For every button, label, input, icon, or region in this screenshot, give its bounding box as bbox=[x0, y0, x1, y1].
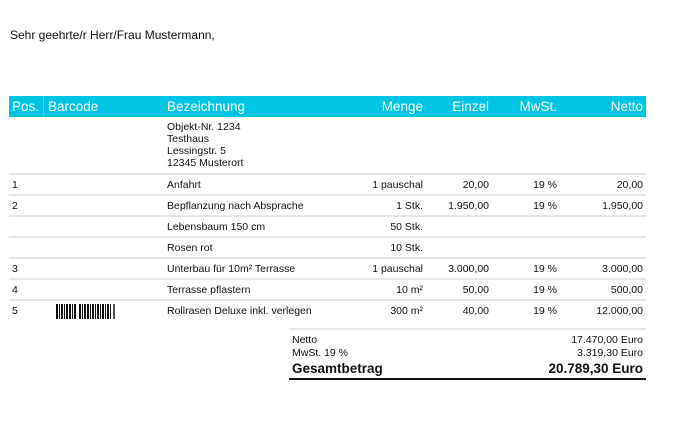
cell-quantity: 10 m² bbox=[396, 284, 423, 296]
table-row bbox=[9, 301, 646, 320]
barcode-icon bbox=[56, 304, 116, 319]
cell-vat: 19 % bbox=[533, 263, 557, 275]
cell-unit-price: 40,00 bbox=[462, 305, 489, 317]
cell-pos: 1 bbox=[12, 179, 18, 191]
grand-total-label: Gesamtbetrag bbox=[292, 361, 383, 376]
col-vat: MwSt. bbox=[519, 99, 557, 114]
cell-net: 12.000,00 bbox=[596, 305, 643, 317]
cell-description: Bepflanzung nach Absprache bbox=[167, 200, 304, 212]
col-description: Bezeichnung bbox=[167, 99, 246, 114]
cell-description: Terrasse pflastern bbox=[167, 284, 251, 296]
totals-block bbox=[289, 328, 646, 380]
cell-net: 1.950,00 bbox=[602, 200, 643, 212]
address-line: Lessingstr. 5 bbox=[167, 145, 226, 157]
col-net: Netto bbox=[610, 99, 643, 114]
cell-vat: 19 % bbox=[533, 200, 557, 212]
cell-quantity: 300 m² bbox=[390, 305, 423, 317]
cell-quantity: 50 Stk. bbox=[390, 221, 423, 233]
cell-unit-price: 50,00 bbox=[462, 284, 489, 296]
address-line: Testhaus bbox=[167, 133, 210, 145]
cell-quantity: 1 pauschal bbox=[372, 263, 423, 275]
table-row bbox=[9, 259, 646, 280]
cell-net: 500,00 bbox=[610, 284, 643, 296]
grand-total-value: 20.789,30 Euro bbox=[548, 361, 643, 376]
net-total-label: Netto bbox=[292, 334, 318, 346]
grand-total-underline bbox=[289, 378, 646, 380]
invoice-table bbox=[9, 96, 646, 320]
cell-unit-price: 3.000,00 bbox=[448, 263, 489, 275]
address-line: 12345 Musterort bbox=[167, 157, 244, 169]
net-total-row bbox=[289, 334, 646, 347]
cell-unit-price: 20,00 bbox=[462, 179, 489, 191]
header-divider bbox=[43, 96, 44, 117]
cell-pos: 5 bbox=[12, 305, 18, 317]
cell-quantity: 1 Stk. bbox=[396, 200, 423, 212]
cell-unit-price: 1.950,00 bbox=[448, 200, 489, 212]
vat-total-label: MwSt. 19 % bbox=[292, 347, 349, 359]
col-pos: Pos. bbox=[12, 99, 40, 114]
cell-description: Rosen rot bbox=[167, 242, 213, 254]
cell-vat: 19 % bbox=[533, 305, 557, 317]
table-row bbox=[9, 280, 646, 301]
table-row bbox=[9, 238, 646, 259]
cell-quantity: 1 pauschal bbox=[372, 179, 423, 191]
table-header bbox=[9, 96, 646, 117]
cell-vat: 19 % bbox=[533, 179, 557, 191]
cell-vat: 19 % bbox=[533, 284, 557, 296]
col-barcode: Barcode bbox=[48, 99, 99, 114]
table-row bbox=[9, 196, 646, 217]
cell-pos: 4 bbox=[12, 284, 18, 296]
object-address-row bbox=[9, 117, 646, 175]
cell-description: Unterbau für 10m² Terrasse bbox=[167, 263, 296, 275]
vat-total-value: 3.319,30 Euro bbox=[577, 347, 643, 359]
table-row bbox=[9, 175, 646, 196]
cell-description: Lebensbaum 150 cm bbox=[167, 221, 266, 233]
cell-net: 20,00 bbox=[616, 179, 643, 191]
grand-total-row bbox=[289, 360, 646, 378]
cell-pos: 3 bbox=[12, 263, 18, 275]
greeting-text: Sehr geehrte/r Herr/Frau Mustermann, bbox=[10, 28, 215, 42]
object-address bbox=[167, 121, 243, 169]
totals-divider bbox=[289, 328, 646, 330]
col-unit-price: Einzel bbox=[452, 99, 489, 114]
net-total-value: 17.470,00 Euro bbox=[571, 334, 643, 346]
table-row bbox=[9, 217, 646, 238]
address-line: Objekt-Nr. 1234 bbox=[167, 121, 241, 133]
cell-net: 3.000,00 bbox=[602, 263, 643, 275]
cell-quantity: 10 Stk. bbox=[390, 242, 423, 254]
cell-pos: 2 bbox=[12, 200, 18, 212]
col-quantity: Menge bbox=[381, 99, 423, 114]
cell-description: Rollrasen Deluxe inkl. verlegen bbox=[167, 305, 312, 317]
cell-description: Anfahrt bbox=[167, 179, 201, 191]
vat-total-row bbox=[289, 347, 646, 360]
